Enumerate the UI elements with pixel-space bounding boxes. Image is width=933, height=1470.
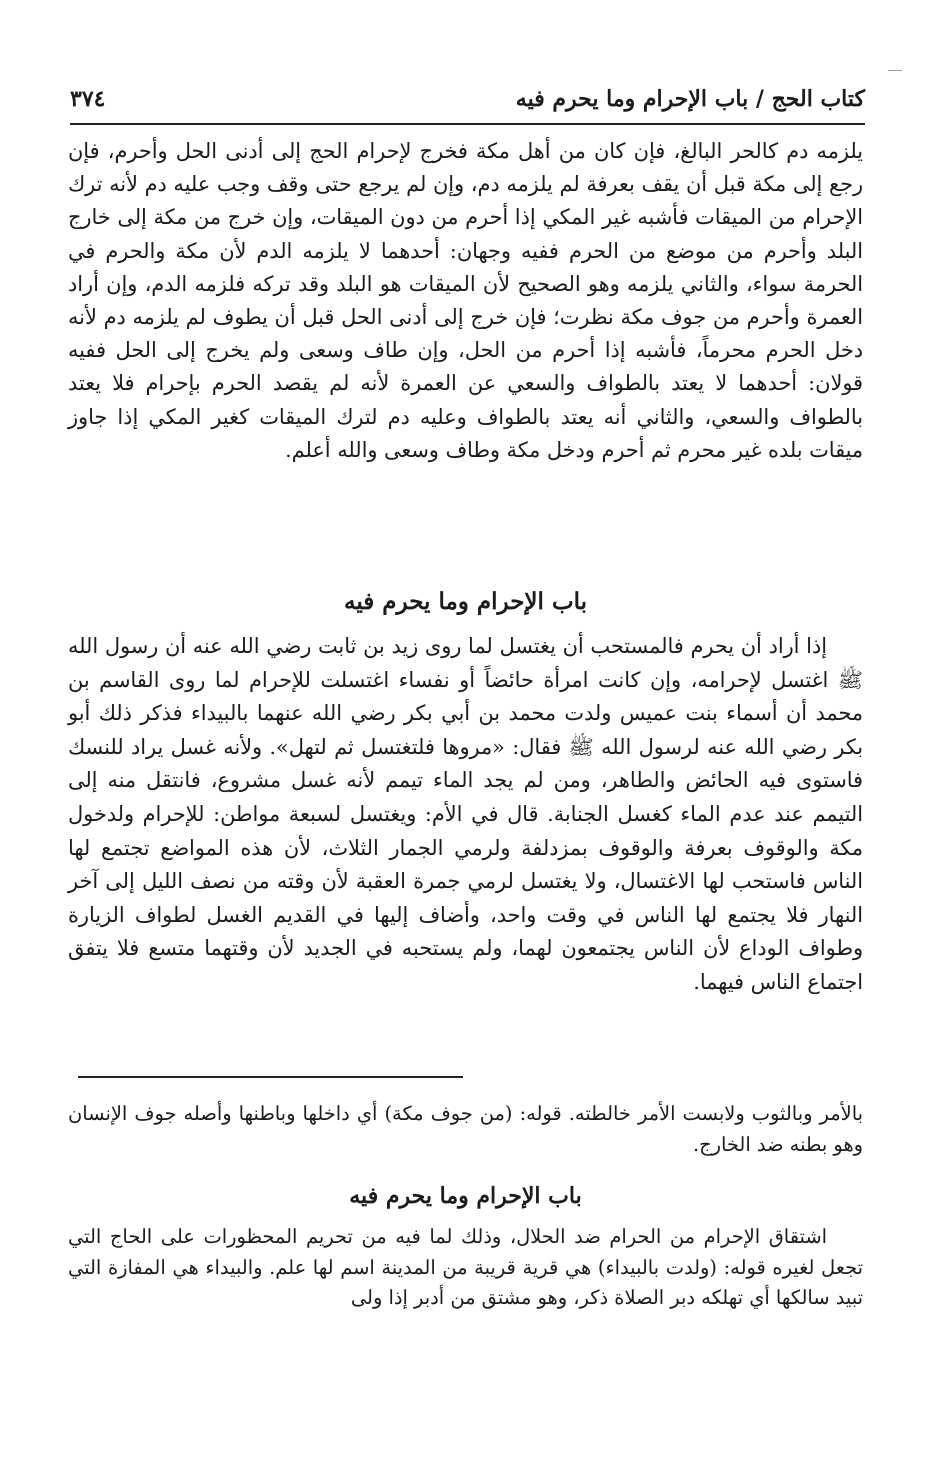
page-number: ٣٧٤ [70, 86, 106, 112]
section-paragraph: إذا أراد أن يحرم فالمستحب أن يغتسل لما روى زيد بن ثابت رضي الله عنه أن رسول الله ﷺ اغتسل لإحرامه، وإن كانت امرأة حائضاً أو نفساء اغتسلت للإحرام لما روى القاسم بن محمد أن أسماء بنت عميس ولدت محمد بن أبي بكر رضي الله عنهما بالبيداء فذكر ذلك أبو بكر رضي الله عنه لرسول الله ﷺ فقال: «مروها فلتغتسل ثم لتهل». ولأنه غسل يراد للنسك فاستوى فيه الحائض والطاهر، ومن لم يجد الماء تيمم لأنه غسل مشروع، فانتقل منه إلى التيمم عند عدم الماء كغسل الجنابة. قال في الأم: ويغتسل لسبعة مواطن: للإحرام ولدخول مكة والوقوف بعرفة والوقوف بمزدلفة ولرمي الجمار الثلاث، لأن هذه المواضع تجتمع لها الناس فاستحب لها الاغتسال، ولا يغتسل لرمي جمرة العقبة لأن وقته من نصف الليل إلى آخر النهار فلا يجتمع لها الناس في وقت واحد، وأضاف إليها في القديم الغسل لطواف الزيارة وطواف الوداع لأن الناس يجتمعون لهما، ولم يستحبه في الجديد لأن وقتهما متسع فلا يتفق اجتماع الناس فيهما. [68, 634, 863, 994]
section-text [68, 630, 863, 1000]
footnote-paragraph: بالأمر وبالثوب ولابست الأمر خالطته. قوله: (من جوف مكة) أي داخلها وباطنها وأصله جوف الإنسان وهو بطنه ضد الخارج. [68, 1102, 863, 1156]
footnote-paragraph-2: اشتقاق الإحرام من الحرام ضد الحلال، وذلك لما فيه من تحريم المحظورات على الحاج التي تجعل لغيره قوله: (ولدت بالبيداء) هي قرية قريبة من المدينة اسم لها علم. والبيداء هي المفازة التي تبيد سالكها أي تهلكه دبر الصلاة ذكر، وهو مشتق من أدبر إذا ولى [68, 1225, 863, 1309]
footnote-heading: باب الإحرام وما يحرم فيه [349, 1183, 582, 1209]
running-title: كتاب الحج / باب الإحرام وما يحرم فيه [515, 86, 865, 112]
page-header [70, 82, 865, 118]
footnotes-block-2 [68, 1222, 863, 1314]
footnote-rule [78, 1076, 463, 1078]
scan-mark [888, 70, 902, 71]
main-text [68, 135, 863, 467]
footnotes-block [68, 1098, 863, 1160]
main-paragraph: يلزمه دم كالحر البالغ، فإن كان من أهل مكة فخرج لإحرام الحج إلى أدنى الحل وأحرم، فإن رجع إلى مكة قبل أن يقف بعرفة لم يلزمه دم، وإن لم يرجع حتى وقف وجب عليه دم لأنه ترك الإحرام من الميقات فأشبه غير المكي إذا أحرم من دون الميقات، وإن خرج من مكة إلى خارج البلد وأحرم من موضع من الحرم ففيه وجهان: أحدهما لا يلزمه الدم لأن مكة والحرم في الحرمة سواء، والثاني يلزمه وهو الصحيح لأن الميقات هو البلد وقد تركه فلزمه الدم، وإن أراد العمرة وأحرم من جوف مكة نظرت؛ فإن خرج إلى أدنى الحل قبل أن يطوف لم يلزمه دم لأنه دخل الحرم محرماً، فأشبه إذا أحرم من الحل، وإن طاف وسعى ولم يخرج إلى الحل ففيه قولان: أحدهما لا يعتد بالطواف والسعي عن العمرة لأنه لم يقصد الحرم بإحرام فلا يعتد بالطواف والسعي، والثاني أنه يعتد بالطواف وعليه دم لترك الميقات كغير المكي إذا جاوز ميقات بلده غير محرم ثم أحرم ودخل مكة وطاف وسعى والله أعلم. [68, 139, 863, 462]
header-rule [70, 123, 865, 125]
section-heading: باب الإحرام وما يحرم فيه [343, 588, 588, 615]
